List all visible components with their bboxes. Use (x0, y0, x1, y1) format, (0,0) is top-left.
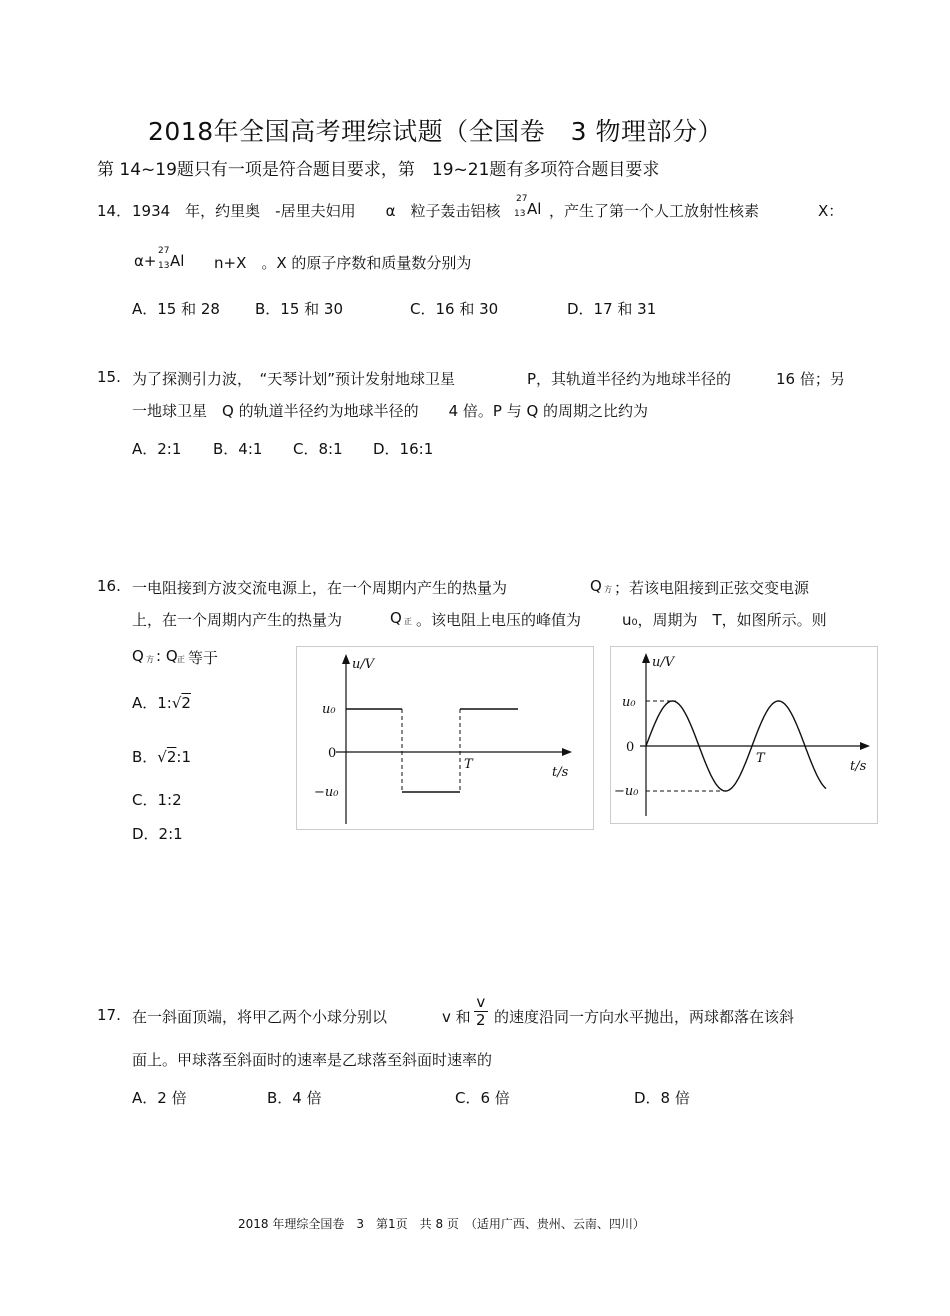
nucleus-symbol: Al (527, 200, 542, 218)
graph-frame (297, 647, 594, 830)
sqrt-radicand: 2 (181, 694, 191, 712)
y-axis-label: u/V (652, 655, 675, 670)
option-b-label: B． (132, 748, 158, 766)
question-text: 一电阻接到方波交流电源上，在一个周期内产生的热量为 (132, 579, 508, 597)
nucleus-charge: 13 (514, 209, 526, 219)
question-text: 上，在一个周期内产生的热量为 (132, 611, 343, 629)
x-axis-label: t/s (552, 765, 569, 780)
fraction-v-over-2 (474, 994, 488, 1028)
u0-label: u₀ (622, 695, 636, 710)
question-number: 14． (97, 202, 132, 220)
option-b: B．4 倍 (267, 1089, 322, 1107)
option-c: C．1:2 (132, 791, 182, 809)
instructions: 第 14~19题只有一项是符合题目要求，第 19~21题有多项符合题目要求 (97, 160, 660, 180)
subscript-fang: 方 (146, 655, 154, 664)
page-footer: 2018 年理综全国卷 3 第1页 共 8 页 （适用广西、贵州、云南、四川） (238, 1217, 645, 1231)
option-a: A．1:√2 (132, 694, 191, 712)
sine-wave-graph (610, 646, 878, 824)
question-text: u₀，周期为 T，如图所示。则 (622, 611, 827, 629)
u0-label: u₀ (322, 702, 336, 717)
question-number: 17. (97, 1006, 121, 1024)
q-symbol: : Q (156, 647, 178, 665)
option-b: B．4:1 (213, 440, 263, 458)
period-label: T (756, 751, 765, 766)
question-text: ，产生了第一个人工放射性核素 (549, 202, 760, 220)
option-a: A．15 和 28 (132, 300, 220, 318)
neg-u0-label: −u₀ (614, 784, 639, 799)
question-number: 16. (97, 577, 121, 595)
question-text: 16 倍；另 (776, 370, 845, 388)
question-text: P，其轨道半径约为地球半径的 (527, 370, 732, 388)
question-number: 15. (97, 368, 121, 386)
question-text: 一地球卫星 Q 的轨道半径约为地球半径的 4 倍。P 与 Q 的周期之比约为 (132, 402, 649, 420)
x-axis-label: t/s (850, 759, 867, 774)
question-text: 在一斜面顶端，将甲乙两个小球分别以 (132, 1008, 388, 1026)
option-d: D．2:1 (132, 825, 183, 843)
question-text: v 和 (442, 1008, 471, 1026)
q-symbol: Q (132, 647, 144, 665)
subscript-fang: 方 (604, 585, 612, 594)
option-b-tail: :1 (176, 748, 192, 766)
question-text: 1934 年，约里奥 -居里夫妇用 α 粒子轰击铝核 (132, 202, 501, 220)
origin-label: 0 (328, 746, 337, 761)
q-symbol: Q (390, 609, 402, 627)
option-c: C．8:1 (293, 440, 343, 458)
option-d: D．17 和 31 (567, 300, 657, 318)
fraction-denominator: 2 (476, 1010, 486, 1029)
period-label: T (464, 757, 473, 772)
question-text: 。该电阻上电压的峰值为 (416, 611, 582, 629)
option-a-label: A．1: (132, 694, 172, 712)
fraction-numerator: v (474, 994, 488, 1012)
question-text: 的速度沿同一方向水平抛出，两球都落在该斜 (494, 1008, 795, 1026)
origin-label: 0 (626, 740, 635, 755)
option-b: B．15 和 30 (255, 300, 344, 318)
question-text: X： (818, 202, 844, 220)
q-symbol: Q (590, 577, 602, 595)
option-a: A．2 倍 (132, 1089, 187, 1107)
option-c: C．16 和 30 (410, 300, 499, 318)
nucleus-symbol: Al (170, 252, 185, 270)
option-c: C．6 倍 (455, 1089, 510, 1107)
option-d: D．16:1 (373, 440, 434, 458)
subscript-zheng: 正 (177, 655, 185, 664)
page-title: 2018年全国高考理综试题（全国卷 3 物理部分） (148, 117, 723, 146)
nucleus-mass: 27 (158, 246, 170, 256)
question-text: 等于 (188, 649, 219, 667)
question-text: ；若该电阻接到正弦交变电源 (614, 579, 810, 597)
question-text: 为了探测引力波， “天琴计划”预计发射地球卫星 (132, 370, 456, 388)
square-wave-graph (296, 646, 594, 830)
y-axis-label: u/V (352, 657, 375, 672)
option-d: D．8 倍 (634, 1089, 690, 1107)
nucleus-mass: 27 (516, 194, 528, 204)
subscript-zheng: 正 (404, 617, 412, 626)
nucleus-charge: 13 (158, 261, 170, 271)
neg-u0-label: −u₀ (314, 785, 339, 800)
question-text: 面上。甲球落至斜面时的速率是乙球落至斜面时速率的 (132, 1051, 493, 1069)
option-a: A．2:1 (132, 440, 182, 458)
option-b: B．√2:1 (132, 748, 192, 766)
equation-text: α+ (134, 252, 157, 270)
sqrt-radicand: 2 (166, 748, 177, 766)
equation-text: n+X 。X 的原子序数和质量数分别为 (214, 254, 472, 272)
